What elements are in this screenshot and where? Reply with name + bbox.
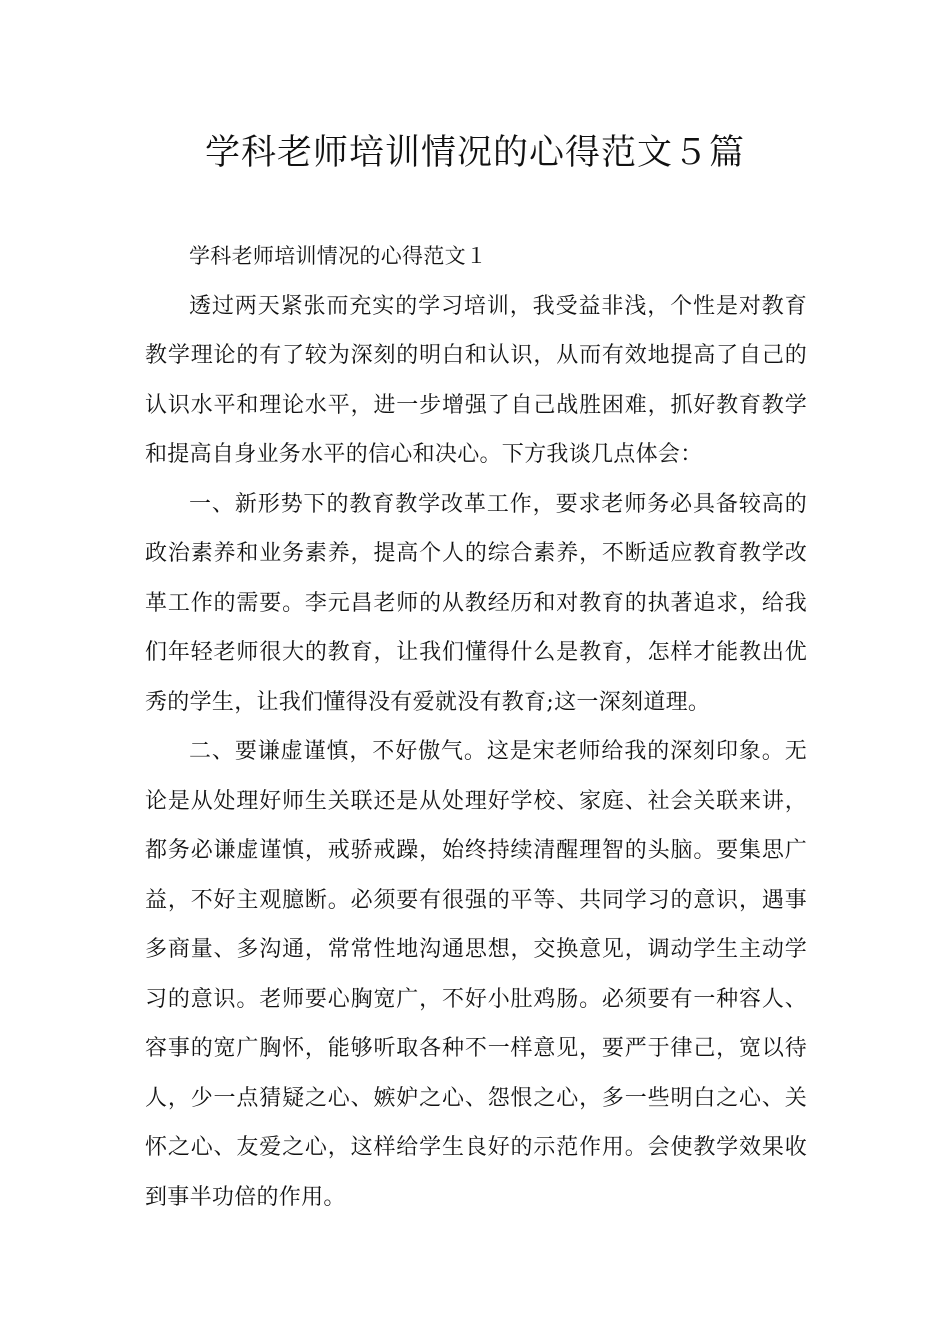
paragraph-intro: 透过两天紧张而充实的学习培训，我受益非浅，个性是对教育教学理论的有了较为深刻的明白和认识，从而有效地提高了自己的认识水平和理论水平，进一步增强了自己战胜困难，抓好教育教学和提高自身业务水平的信心和决心。下方我谈几点体会： [145,293,807,467]
document-title: 学科老师培训情况的心得范文５篇 [204,133,745,173]
document-body [145,232,807,1222]
paragraph-point-one: 一、新形势下的教育教学改革工作，要求老师务必具备较高的政治素养和业务素养，提高个人的综合素养，不断适应教育教学改革工作的需要。李元昌老师的从教经历和对教育的执著追求，给我们年轻老师很大的教育，让我们懂得什么是教育，怎样才能教出优秀的学生，让我们懂得没有爱就没有教育;这一深刻道理。 [145,491,807,715]
section-heading: 学科老师培训情况的心得范文１ [189,244,488,268]
paragraph-point-two: 二、要谦虚谨慎，不好傲气。这是宋老师给我的深刻印象。无论是从处理好师生关联还是从处理好学校、家庭、社会关联来讲，都务必谦虚谨慎，戒骄戒躁，始终持续清醒理智的头脑。要集思广益，不好主观臆断。必须要有很强的平等、共同学习的意识，遇事多商量、多沟通，常常性地沟通思想，交换意见，调动学生主动学习的意识。老师要心胸宽广，不好小肚鸡肠。必须要有一种容人、容事的宽广胸怀，能够听取各种不一样意见，要严于律己，宽以待人，少一点猜疑之心、嫉妒之心、怨恨之心，多一些明白之心、关怀之心、友爱之心，这样给学生良好的示范作用。会使教学效果收到事半功倍的作用。 [145,739,807,1210]
